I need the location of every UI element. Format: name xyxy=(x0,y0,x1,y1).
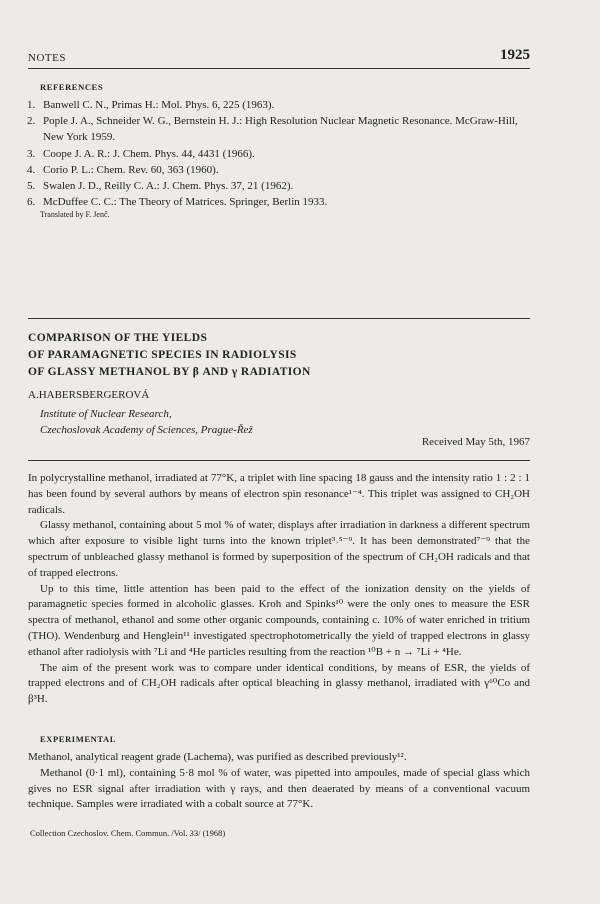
paragraph: Glassy methanol, containing about 5 mol % of water, displays after irradiation in darkness a different spectrum which after exposure to visible light turns into the known triplet³˒⁵⁻⁹. It has been demonstrated⁷⁻⁹ that the spectrum of unbleached glassy methanol is formed by superposition of the spectrum of CH₂OH radicals and that of trapped electrons. xyxy=(28,519,530,579)
reference-item: 3. Coope J. A. R.: J. Chem. Phys. 44, 4431 (1966). xyxy=(27,147,255,160)
title-divider xyxy=(28,460,530,461)
received-date: Received May 5th, 1967 xyxy=(421,436,530,448)
article-body xyxy=(28,471,530,708)
section-label: NOTES xyxy=(28,52,66,64)
page-number: 1925 xyxy=(500,47,530,63)
experimental-heading: EXPERIMENTAL xyxy=(40,734,116,744)
journal-footer: Collection Czechoslov. Chem. Commun. /Vol. 33/ (1968) xyxy=(30,828,226,838)
paragraph: The aim of the present work was to compare under identical conditions, by means of ESR, the yields of trapped electrons and of CH₂OH radicals after optical bleaching in glassy methanol, irradiated with γ⁶⁰Co and β³H. xyxy=(28,661,530,706)
paragraph: Methanol, analytical reagent grade (Lachema), was purified as described previously¹². xyxy=(28,751,407,763)
paragraph: In polycrystalline methanol, irradiated at 77°K, a triplet with line spacing 18 gauss and the intensity ratio 1 : 2 : 1 has been found by several authors by means of electron spin resonance¹⁻⁴. This triplet was assigned to CH₂OH radicals. xyxy=(28,472,530,516)
reference-item: 2. Pople J. A., Schneider W. G., Bernstein H. J.: High Resolution Nuclear Magnetic Resonance. McGraw-Hill, New York 1959. xyxy=(27,115,518,144)
paragraph: Methanol (0·1 ml), containing 5·8 mol % of water, was pipetted into ampoules, made of special glass which gives no ESR signal after irradiation with γ rays, and then deaerated by means of a conventional vacuum technique. Samples were irradiated with a cobalt source at 77°K. xyxy=(28,766,530,811)
running-header xyxy=(28,46,530,69)
references-heading: REFERENCES xyxy=(40,82,104,92)
translator-note: Translated by F. Jenč. xyxy=(40,210,110,219)
reference-item: 5. Swalen J. D., Reilly C. A.: J. Chem. Phys. 37, 21 (1962). xyxy=(27,180,294,193)
section-divider xyxy=(28,318,530,319)
paragraph: Up to this time, little attention has been paid to the effect of the ionization density on the yields of paramagnetic species formed in alcoholic glasses. Kroh and Spinks¹⁰ were the only ones to measure the ESR spectra of methanol, ethanol and some other organic compounds, containing c. 10% of water enriched in tritium (THO). Wendenburg and Henglein¹¹ investigated spectrophotometrically the yield of trapped electrons in glassy ethanol after radiolysis with ⁷Li and ⁴He particles resulting from the reaction ¹⁰B + n → ⁷Li + ⁴He. xyxy=(28,582,530,658)
reference-item: 1. Banwell C. N., Primas H.: Mol. Phys. 6, 225 (1963). xyxy=(27,99,275,111)
author: A.HABERSBERGEROVÁ xyxy=(28,389,150,401)
reference-list xyxy=(27,97,532,210)
reference-item: 4. Corio P. L.: Chem. Rev. 60, 363 (1960). xyxy=(27,163,219,176)
reference-item: 6. McDuffee C. C.: The Theory of Matrices. Springer, Berlin 1933. xyxy=(27,196,328,209)
article-title: COMPARISON OF THE YIELDS OF PARAMAGNETIC SPECIES IN RADIOLYSIS OF GLASSY METHANOL BY β AND γ RADIATION xyxy=(28,332,311,378)
affiliation: Institute of Nuclear Research, Czechoslovak Academy of Sciences, Prague-Řež xyxy=(40,408,253,436)
experimental-body xyxy=(28,750,530,813)
